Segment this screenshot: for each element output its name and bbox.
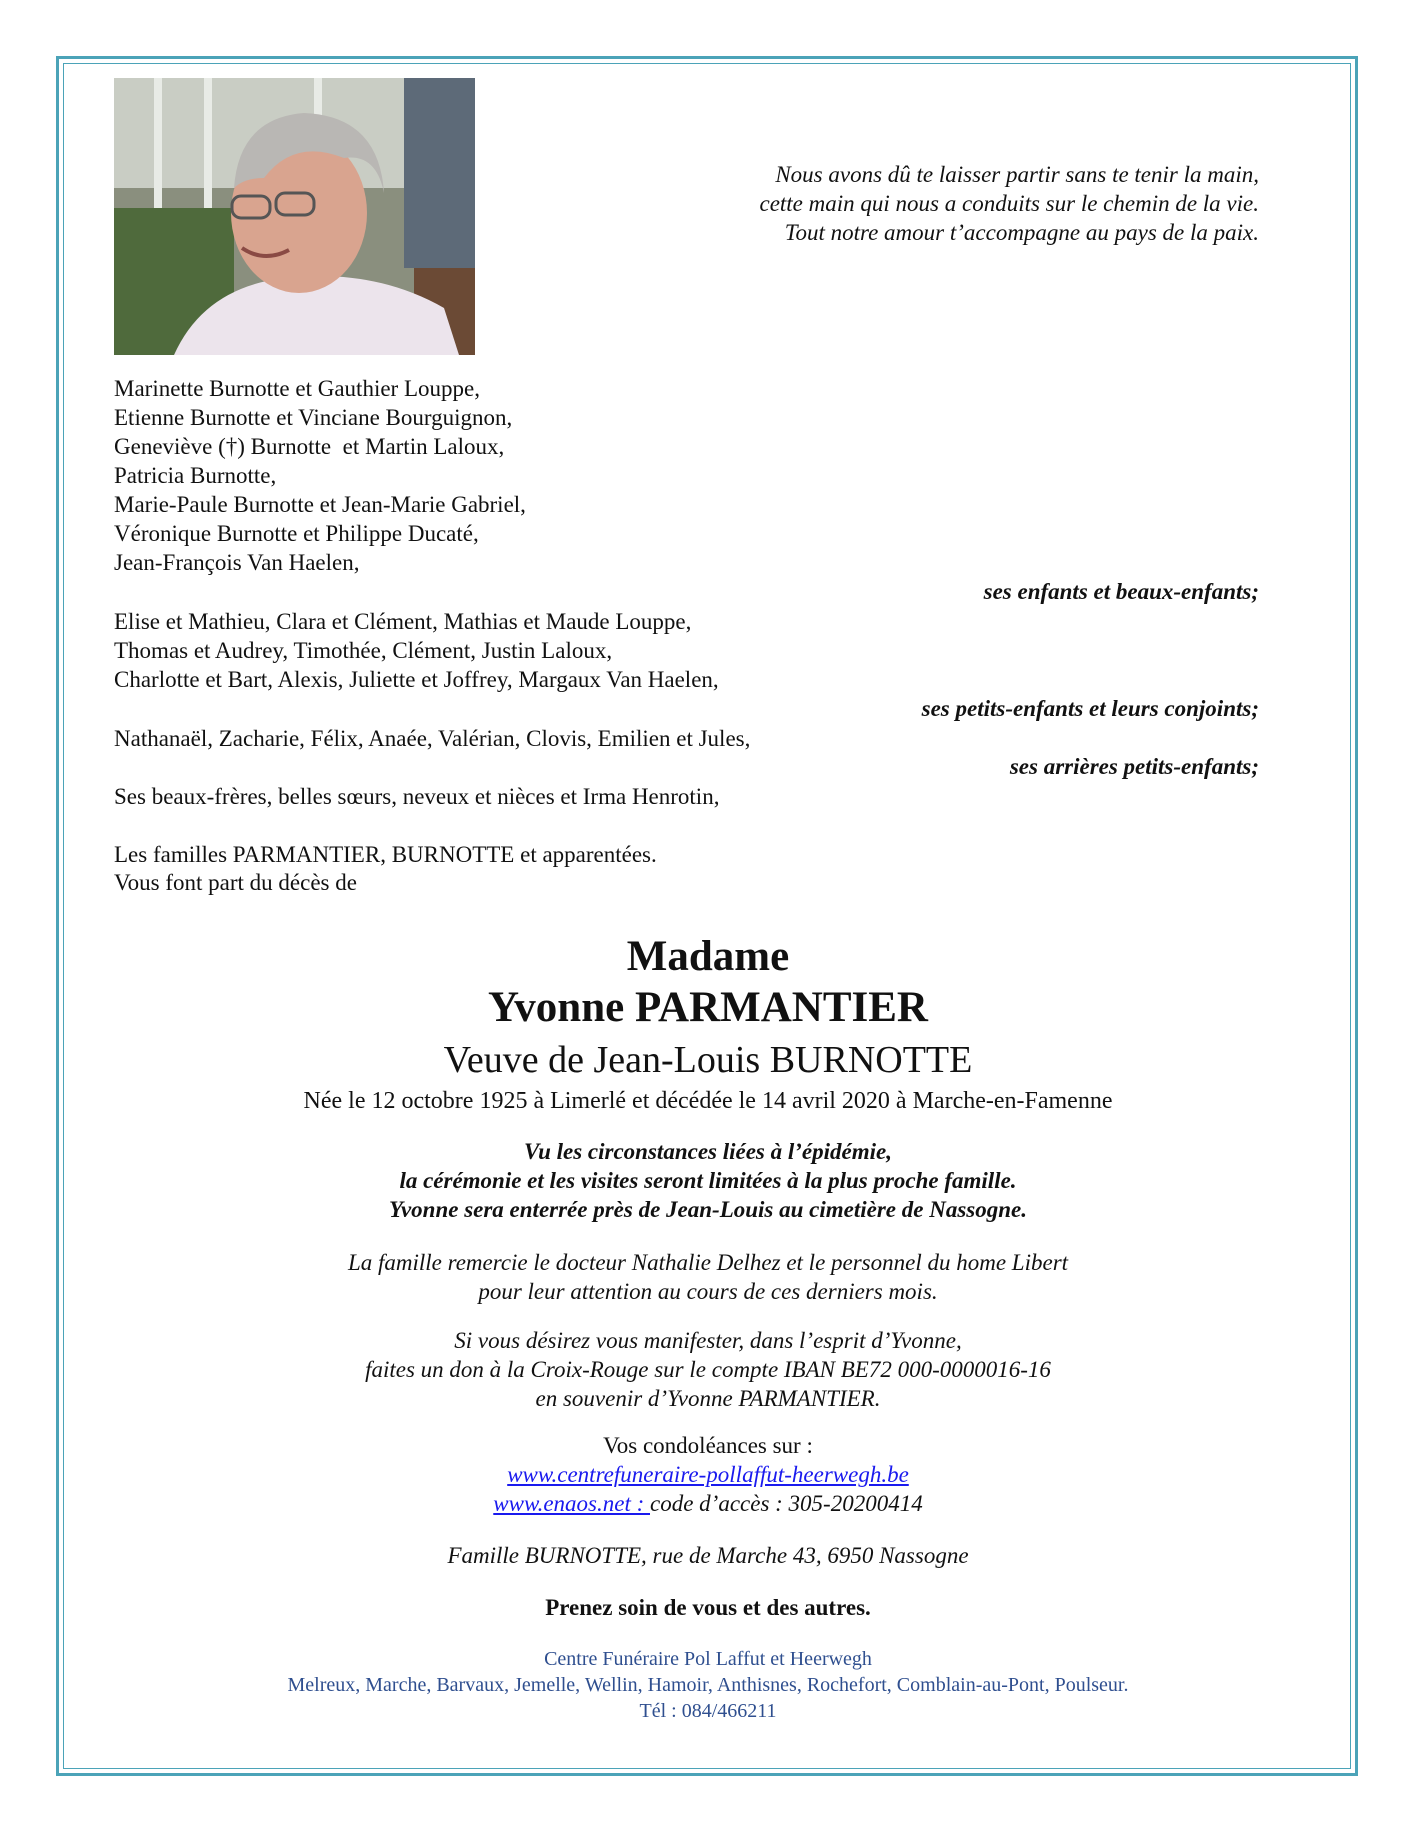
donation-line: Si vous désirez vous manifester, dans l’esprit d’Yvonne, (454, 1328, 962, 1353)
epidemic-notice (0, 1137, 1416, 1224)
condolences (0, 1431, 1416, 1518)
families: Les familles PARMANTIER, BURNOTTE et apparentées. (114, 842, 657, 867)
epidemic-line: Yvonne sera enterrée près de Jean-Louis au cimetière de Nassogne. (389, 1197, 1027, 1222)
deceased-name: Yvonne PARMANTIER (488, 984, 928, 1031)
poem-line: Tout notre amour t’accompagne au pays de la paix. (784, 220, 1259, 245)
deceased-dates: Née le 12 octobre 1925 à Limerlé et décédée le 14 avril 2020 à Marche-en-Famenne (303, 1088, 1113, 1114)
funeral-home-name: Centre Funéraire Pol Laffut et Heerwegh (544, 1648, 872, 1670)
poem (559, 160, 1259, 247)
condolences-link-enaos[interactable]: www.enaos.net : (493, 1491, 650, 1516)
child-entry: Marie-Paule Burnotte et Jean-Marie Gabriel, (114, 492, 526, 517)
portrait-photo (114, 78, 475, 355)
child-entry: Jean-François Van Haelen, (114, 550, 360, 575)
grandchild-entry: Elise et Mathieu, Clara et Clément, Mathias et Maude Louppe, (114, 609, 692, 634)
child-entry: Véronique Burnotte et Philippe Ducaté, (114, 521, 479, 546)
child-entry: Patricia Burnotte, (114, 463, 277, 488)
children-list (114, 374, 526, 577)
in-laws: Ses beaux-frères, belles sœurs, neveux et nièces et Irma Henrotin, (114, 784, 720, 809)
great-grandchildren: Nathanaël, Zacharie, Félix, Anaée, Valérian, Clovis, Emilien et Jules, (114, 726, 751, 751)
access-code: code d’accès : 305-20200414 (650, 1491, 923, 1516)
donation-notice (0, 1326, 1416, 1413)
condolences-link-funeral-home[interactable]: www.centrefuneraire-pollaffut-heerwegh.be (507, 1462, 909, 1487)
grandchildren-label: ses petits-enfants et leurs conjoints; (921, 696, 1259, 721)
family-address: Famille BURNOTTE, rue de Marche 43, 6950 Nassogne (447, 1543, 969, 1568)
child-entry: Etienne Burnotte et Vinciane Bourguignon, (114, 405, 513, 430)
child-entry: Geneviève (†) Burnotte et Martin Laloux, (114, 434, 505, 459)
condolences-label: Vos condoléances sur : (603, 1433, 813, 1458)
children-label: ses enfants et beaux-enfants; (983, 579, 1259, 604)
donation-line: en souvenir d’Yvonne PARMANTIER. (535, 1386, 881, 1411)
grandchildren-list (114, 607, 719, 694)
closing-message: Prenez soin de vous et des autres. (545, 1595, 871, 1620)
child-entry: Marinette Burnotte et Gauthier Louppe, (114, 376, 480, 401)
deceased-title: Madame (626, 933, 790, 980)
thanks-line: pour leur attention au cours de ces derniers mois. (478, 1279, 938, 1304)
thanks-line: La famille remercie le docteur Nathalie Delhez et le personnel du home Libert (347, 1250, 1069, 1275)
funeral-home-locations: Melreux, Marche, Barvaux, Jemelle, Wellin, Hamoir, Anthisnes, Rochefort, Comblain-au-Pont, Poulseur. (287, 1674, 1129, 1696)
poem-line: cette main qui nous a conduits sur le chemin de la vie. (759, 191, 1259, 216)
epidemic-line: la cérémonie et les visites seront limitées à la plus proche famille. (399, 1168, 1017, 1193)
grandchild-entry: Thomas et Audrey, Timothée, Clément, Justin Laloux, (114, 638, 613, 663)
donation-line: faites un don à la Croix-Rouge sur le compte IBAN BE72 000-0000016-16 (365, 1357, 1051, 1382)
poem-line: Nous avons dû te laisser partir sans te tenir la main, (775, 162, 1259, 187)
funeral-home-phone: Tél : 084/466211 (639, 1700, 777, 1722)
epidemic-line: Vu les circonstances liées à l’épidémie, (524, 1139, 892, 1164)
deceased-widow: Veuve de Jean-Louis BURNOTTE (443, 1039, 973, 1081)
announcement: Vous font part du décès de (114, 870, 357, 895)
funeral-home-info (0, 1646, 1416, 1724)
thanks-notice (0, 1248, 1416, 1306)
great-grandchildren-label: ses arrières petits-enfants; (1009, 754, 1259, 779)
grandchild-entry: Charlotte et Bart, Alexis, Juliette et Joffrey, Margaux Van Haelen, (114, 667, 719, 692)
